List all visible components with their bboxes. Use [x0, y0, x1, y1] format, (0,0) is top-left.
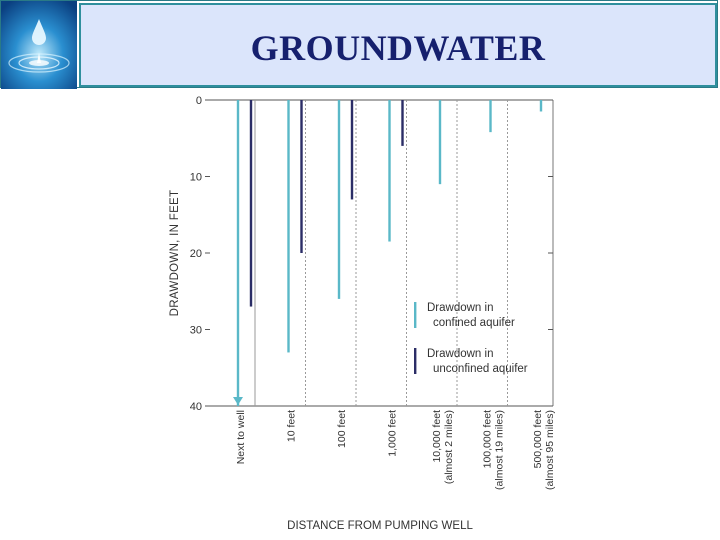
x-tick-label: (almost 19 miles)	[493, 410, 506, 490]
legend-swatch	[414, 302, 416, 328]
confined-drawdown-bar	[489, 100, 491, 132]
y-tick-label: 40	[189, 401, 202, 413]
unconfined-drawdown-bar	[250, 100, 252, 307]
x-tick-label: 1,000 feet	[386, 410, 399, 457]
continuation-arrow-icon	[233, 397, 243, 405]
water-drop-icon	[1, 1, 77, 89]
unconfined-drawdown-bar	[300, 100, 302, 253]
legend-label: unconfined aquifer	[433, 363, 528, 375]
legend-swatch	[414, 348, 416, 374]
x-tick-label: 100,000 feet	[481, 410, 494, 469]
x-tick-label: 10,000 feet	[431, 410, 443, 463]
confined-drawdown-bar	[540, 100, 542, 111]
x-tick-label: (almost 2 miles)	[443, 410, 455, 485]
title-band	[79, 3, 717, 87]
slide-header	[0, 0, 718, 88]
legend-label: Drawdown in	[427, 302, 494, 314]
y-tick-label: 20	[189, 248, 202, 260]
y-tick-label: 10	[189, 171, 202, 184]
x-tick-label: (almost 95 miles)	[544, 410, 556, 490]
x-tick-label: 100 feet	[336, 410, 348, 448]
legend-label: Drawdown in	[427, 348, 494, 360]
x-axis-label: DISTANCE FROM PUMPING WELL	[287, 520, 473, 532]
drawdown-chart	[150, 90, 570, 535]
unconfined-drawdown-bar	[351, 100, 353, 199]
page-title: GROUNDWATER	[250, 28, 546, 68]
y-tick-label: 0	[195, 95, 202, 107]
confined-drawdown-bar	[388, 100, 390, 242]
y-tick-label: 30	[189, 324, 202, 337]
confined-drawdown-bar	[287, 100, 289, 352]
x-tick-label: Next to well	[235, 410, 247, 465]
legend-label: confined aquifer	[433, 317, 515, 329]
confined-drawdown-bar	[338, 100, 340, 299]
x-tick-label: 10 feet	[285, 410, 298, 443]
confined-drawdown-bar	[237, 100, 239, 406]
x-tick-label: 500,000 feet	[532, 410, 544, 469]
confined-drawdown-bar	[439, 100, 441, 184]
unconfined-drawdown-bar	[401, 100, 403, 146]
y-axis-label: DRAWDOWN, IN FEET	[169, 189, 181, 317]
